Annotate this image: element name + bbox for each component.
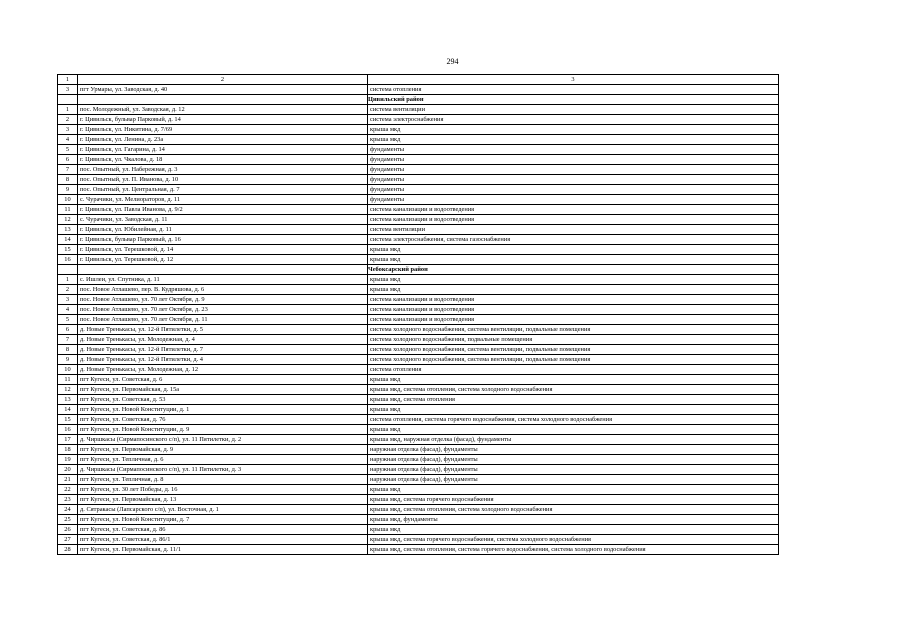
works-cell: крыша мкд — [368, 285, 779, 295]
works-cell: крыша мкд — [368, 255, 779, 265]
table-row — [58, 445, 779, 455]
address-cell: д. Сятракасы (Лапсарского с/п), ул. Восточная, д. 1 — [78, 505, 368, 515]
works-cell: наружная отделка (фасад), фундаменты — [368, 465, 779, 475]
address-cell: пос. Опытный, ул. П. Иванова, д. 10 — [78, 175, 368, 185]
address-cell: пгт Кугеси, ул. Тепличная, д. 8 — [78, 475, 368, 485]
row-number-cell: 2 — [58, 115, 78, 125]
works-cell: система канализации и водоотведения — [368, 205, 779, 215]
address-cell: пгт Кугеси, ул. Тепличная, д. 6 — [78, 455, 368, 465]
section-title: Цивильский район — [368, 95, 779, 105]
table-row — [58, 165, 779, 175]
table-row — [58, 315, 779, 325]
row-number-cell: 12 — [58, 215, 78, 225]
row-number-cell: 4 — [58, 135, 78, 145]
section-empty-cell — [78, 265, 368, 275]
row-number-cell: 11 — [58, 375, 78, 385]
header-cell-address: 2 — [78, 75, 368, 85]
address-cell: г. Цивильск, ул. Терешковой, д. 12 — [78, 255, 368, 265]
table-row — [58, 395, 779, 405]
address-cell: г. Цивильск, ул. Павла Иванова, д. 9/2 — [78, 205, 368, 215]
works-cell: система отопления — [368, 85, 779, 95]
table-row — [58, 495, 779, 505]
works-cell: система электроснабжения, система газоснабжения — [368, 235, 779, 245]
section-empty-cell — [58, 265, 78, 275]
address-cell: пгт Кугеси, ул. Новой Конституции, д. 1 — [78, 405, 368, 415]
address-cell: г. Цивильск, ул. Ленина, д. 23а — [78, 135, 368, 145]
address-cell: пос. Опытный, ул. Центральная, д. 7 — [78, 185, 368, 195]
row-number-cell: 3 — [58, 125, 78, 135]
table-row — [58, 545, 779, 555]
table-row — [58, 375, 779, 385]
works-cell: крыша мкд — [368, 485, 779, 495]
works-cell: система холодного водоснабжения, система вентиляции, подвальные помещения — [368, 355, 779, 365]
works-cell: крыша мкд — [368, 425, 779, 435]
table-row — [58, 115, 779, 125]
row-number-cell: 17 — [58, 435, 78, 445]
address-cell: пгт Кугеси, ул. Советская, д. 86 — [78, 525, 368, 535]
address-cell: пгт Кугеси, ул. Первомайская, д. 15а — [78, 385, 368, 395]
table-row — [58, 125, 779, 135]
works-table — [57, 74, 779, 555]
row-number-cell: 25 — [58, 515, 78, 525]
row-number-cell: 10 — [58, 365, 78, 375]
address-cell: пгт Кугеси, ул. Советская, д. 6 — [78, 375, 368, 385]
table-row — [58, 455, 779, 465]
table-row — [58, 335, 779, 345]
works-cell: система электроснабжения — [368, 115, 779, 125]
row-number-cell: 5 — [58, 145, 78, 155]
works-cell: система канализации и водоотведения — [368, 215, 779, 225]
address-cell: пгт Кугеси, ул. 30 лет Победы, д. 16 — [78, 485, 368, 495]
row-number-cell: 12 — [58, 385, 78, 395]
table-row — [58, 345, 779, 355]
row-number-cell: 23 — [58, 495, 78, 505]
works-cell: система канализации и водоотведения — [368, 305, 779, 315]
works-cell: система канализации и водоотведения — [368, 315, 779, 325]
address-cell: д. Новые Тренькасы, ул. Молодежная, д. 4 — [78, 335, 368, 345]
works-cell: крыша мкд — [368, 135, 779, 145]
table-row — [58, 85, 779, 95]
header-cell-works: 3 — [368, 75, 779, 85]
row-number-cell: 9 — [58, 355, 78, 365]
table-row — [58, 425, 779, 435]
row-number-cell: 1 — [58, 275, 78, 285]
row-number-cell: 22 — [58, 485, 78, 495]
table-row — [58, 325, 779, 335]
row-number-cell: 28 — [58, 545, 78, 555]
address-cell: г. Цивильск, ул. Гагарина, д. 14 — [78, 145, 368, 155]
works-cell: фундаменты — [368, 145, 779, 155]
works-cell: крыша мкд, система горячего водоснабжения, система холодного водоснабжения — [368, 535, 779, 545]
row-number-cell: 8 — [58, 345, 78, 355]
works-cell: крыша мкд — [368, 405, 779, 415]
table-row — [58, 505, 779, 515]
row-number-cell: 4 — [58, 305, 78, 315]
row-number-cell: 6 — [58, 325, 78, 335]
address-cell: пгт Кугеси, ул. Первомайская, д. 13 — [78, 495, 368, 505]
row-number-cell: 15 — [58, 245, 78, 255]
address-cell: г. Цивильск, ул. Юбилейная, д. 11 — [78, 225, 368, 235]
header-cell-number: 1 — [58, 75, 78, 85]
row-number-cell: 21 — [58, 475, 78, 485]
address-cell: с. Чурачики, ул. Мелиораторов, д. 11 — [78, 195, 368, 205]
works-cell: система холодного водоснабжения, подвальные помещения — [368, 335, 779, 345]
works-cell: крыша мкд, наружная отделка (фасад), фундаменты — [368, 435, 779, 445]
row-number-cell: 7 — [58, 335, 78, 345]
works-cell: крыша мкд, система отопления, система холодного водоснабжения — [368, 385, 779, 395]
address-cell: пгт Кугеси, ул. Новой Конституции, д. 7 — [78, 515, 368, 525]
row-number-cell: 8 — [58, 175, 78, 185]
row-number-cell: 5 — [58, 315, 78, 325]
row-number-cell: 16 — [58, 255, 78, 265]
address-cell: пос. Новое Атлашево, ул. 70 лет Октября, д. 11 — [78, 315, 368, 325]
row-number-cell: 14 — [58, 235, 78, 245]
row-number-cell: 26 — [58, 525, 78, 535]
table-row — [58, 195, 779, 205]
section-row — [58, 265, 779, 275]
address-cell: г. Цивильск, ул. Терешковой, д. 14 — [78, 245, 368, 255]
works-cell: система отопления, система горячего водоснабжения, система холодного водоснабжения — [368, 415, 779, 425]
works-cell: фундаменты — [368, 175, 779, 185]
table-row — [58, 475, 779, 485]
address-cell: г. Цивильск, ул. Чкалова, д. 18 — [78, 155, 368, 165]
table-row — [58, 175, 779, 185]
address-cell: пос. Новое Атлашево, пер. В. Кудряшова, д. 6 — [78, 285, 368, 295]
works-cell: система отопления — [368, 365, 779, 375]
address-cell: пгт Кугеси, ул. Первомайская, д. 11/1 — [78, 545, 368, 555]
works-cell: крыша мкд — [368, 525, 779, 535]
row-number-cell: 9 — [58, 185, 78, 195]
works-cell: система вентиляции — [368, 105, 779, 115]
table-row — [58, 415, 779, 425]
address-cell: д. Новые Тренькасы, ул. Молодежная, д. 12 — [78, 365, 368, 375]
works-cell: крыша мкд — [368, 245, 779, 255]
table-row — [58, 245, 779, 255]
works-cell: фундаменты — [368, 185, 779, 195]
table-row — [58, 225, 779, 235]
table-row — [58, 215, 779, 225]
row-number-cell: 13 — [58, 225, 78, 235]
works-cell: крыша мкд — [368, 125, 779, 135]
table-row — [58, 355, 779, 365]
row-number-cell: 27 — [58, 535, 78, 545]
address-cell: г. Цивильск, бульвар Парковый, д. 14 — [78, 115, 368, 125]
works-cell: крыша мкд, фундаменты — [368, 515, 779, 525]
header-row — [58, 75, 779, 85]
works-table-body — [58, 75, 779, 555]
works-cell: система канализации и водоотведения — [368, 295, 779, 305]
works-cell: система холодного водоснабжения, система вентиляции, подвальные помещения — [368, 345, 779, 355]
table-row — [58, 255, 779, 265]
address-cell: д. Новые Тренькасы, ул. 12-й Пятилетки, д. 5 — [78, 325, 368, 335]
table-row — [58, 485, 779, 495]
works-cell: крыша мкд, система отопления, система горячего водоснабжения, система холодного водоснабжения — [368, 545, 779, 555]
address-cell: пгт Кугеси, ул. Советская, д. 86/1 — [78, 535, 368, 545]
row-number-cell: 24 — [58, 505, 78, 515]
works-cell: фундаменты — [368, 165, 779, 175]
works-cell: наружная отделка (фасад), фундаменты — [368, 455, 779, 465]
works-cell: фундаменты — [368, 195, 779, 205]
row-number-cell: 1 — [58, 105, 78, 115]
table-row — [58, 365, 779, 375]
address-cell: пос. Опытный, ул. Набережная, д. 3 — [78, 165, 368, 175]
works-cell: крыша мкд, система отопления, система холодного водоснабжения — [368, 505, 779, 515]
row-number-cell: 20 — [58, 465, 78, 475]
row-number-cell: 11 — [58, 205, 78, 215]
works-cell: крыша мкд, система отопления — [368, 395, 779, 405]
section-title: Чебоксарский район — [368, 265, 779, 275]
address-cell: с. Чурачики, ул. Заводская, д. 11 — [78, 215, 368, 225]
row-number-cell: 15 — [58, 415, 78, 425]
page-number: 294 — [446, 57, 459, 66]
works-cell: система холодного водоснабжения, система вентиляции, подвальные помещения — [368, 325, 779, 335]
section-empty-cell — [78, 95, 368, 105]
table-row — [58, 535, 779, 545]
row-number-cell: 6 — [58, 155, 78, 165]
table-row — [58, 155, 779, 165]
row-number-cell: 7 — [58, 165, 78, 175]
table-row — [58, 385, 779, 395]
table-row — [58, 235, 779, 245]
table-row — [58, 275, 779, 285]
address-cell: пгт Кугеси, ул. Новой Конституции, д. 9 — [78, 425, 368, 435]
table-row — [58, 185, 779, 195]
address-cell: д. Новые Тренькасы, ул. 12-й Пятилетки, д. 4 — [78, 355, 368, 365]
table-row — [58, 525, 779, 535]
row-number-cell: 2 — [58, 285, 78, 295]
row-number-cell: 16 — [58, 425, 78, 435]
table-row — [58, 205, 779, 215]
table-row — [58, 145, 779, 155]
works-cell: наружная отделка (фасад), фундаменты — [368, 475, 779, 485]
row-number-cell: 13 — [58, 395, 78, 405]
works-cell: система вентиляции — [368, 225, 779, 235]
address-cell: д. Чиршкасы (Сирмапосинского с/п), ул. 11 Пятилетки, д. 3 — [78, 465, 368, 475]
row-number-cell: 10 — [58, 195, 78, 205]
works-cell: крыша мкд, система горячего водоснабжения — [368, 495, 779, 505]
address-cell: пос. Новое Атлашево, ул. 70 лет Октября, д. 23 — [78, 305, 368, 315]
works-cell: крыша мкд — [368, 375, 779, 385]
table-row — [58, 285, 779, 295]
address-cell: г. Цивильск, ул. Никитина, д. 7/69 — [78, 125, 368, 135]
address-cell: д. Чиршкасы (Сирмапосинского с/п), ул. 11 Пятилетки, д. 2 — [78, 435, 368, 445]
table-row — [58, 305, 779, 315]
row-number-cell: 14 — [58, 405, 78, 415]
address-cell: пгт Кугеси, ул. Советская, д. 53 — [78, 395, 368, 405]
row-number-cell: 3 — [58, 85, 78, 95]
address-cell: пос. Новое Атлашево, ул. 70 лет Октября, д. 9 — [78, 295, 368, 305]
address-cell: г. Цивильск, бульвар Парковый, д. 16 — [78, 235, 368, 245]
section-empty-cell — [58, 95, 78, 105]
address-cell: пгт Кугеси, ул. Советская, д. 76 — [78, 415, 368, 425]
section-row — [58, 95, 779, 105]
row-number-cell: 19 — [58, 455, 78, 465]
works-cell: фундаменты — [368, 155, 779, 165]
address-cell: пгт Кугеси, ул. Первомайская, д. 9 — [78, 445, 368, 455]
table-row — [58, 465, 779, 475]
works-cell: крыша мкд — [368, 275, 779, 285]
address-cell: пгт Урмары, ул. Заводская, д. 40 — [78, 85, 368, 95]
table-row — [58, 295, 779, 305]
table-row — [58, 435, 779, 445]
table-row — [58, 405, 779, 415]
table-row — [58, 515, 779, 525]
table-row — [58, 105, 779, 115]
works-cell: наружная отделка (фасад), фундаменты — [368, 445, 779, 455]
row-number-cell: 18 — [58, 445, 78, 455]
address-cell: с. Ишлеи, ул. Спутника, д. 11 — [78, 275, 368, 285]
table-row — [58, 135, 779, 145]
address-cell: пос. Молодежный, ул. Заводская, д. 12 — [78, 105, 368, 115]
address-cell: д. Новые Тренькасы, ул. 12-й Пятилетки, д. 7 — [78, 345, 368, 355]
row-number-cell: 3 — [58, 295, 78, 305]
